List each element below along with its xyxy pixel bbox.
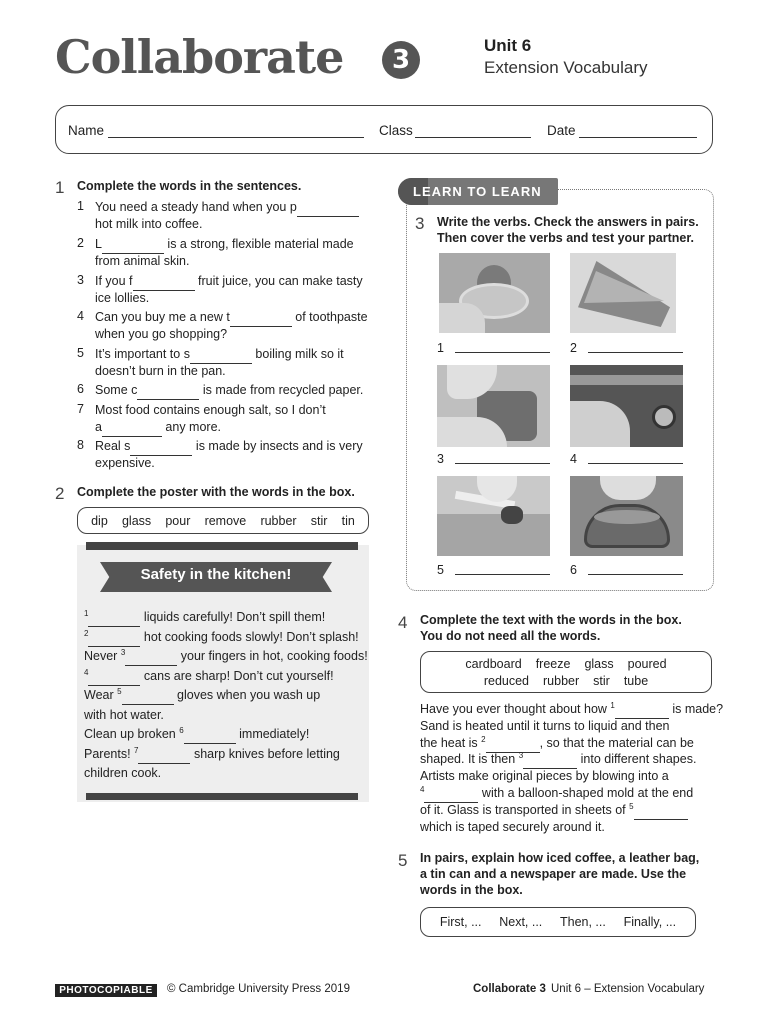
exercise-1-item-number: 7 bbox=[77, 402, 84, 416]
word-box-item: dip bbox=[91, 513, 108, 528]
item-text: Some c bbox=[95, 383, 138, 397]
text-line bbox=[84, 726, 309, 744]
photo-pan bbox=[570, 476, 683, 556]
text-line bbox=[420, 751, 696, 769]
line-text: sharp knives before letting bbox=[190, 746, 340, 761]
line-text: Clean up broken bbox=[84, 727, 180, 741]
text-line bbox=[84, 648, 368, 666]
photo-sandwich bbox=[570, 253, 676, 333]
name-field[interactable] bbox=[108, 137, 364, 138]
item-text: is a strong, flexible material made bbox=[163, 237, 354, 251]
word-box-item: tube bbox=[623, 674, 649, 688]
photo-label: 3 bbox=[437, 452, 444, 466]
gap-number: 6 bbox=[179, 725, 184, 735]
photo-label: 2 bbox=[570, 341, 577, 355]
poster-top-bar bbox=[86, 542, 358, 550]
line-text: gloves when you wash up bbox=[173, 688, 321, 702]
line-text: liquids carefully! Don’t spill them! bbox=[140, 610, 326, 624]
date-field[interactable] bbox=[579, 137, 697, 138]
exercise-1-number: 1 bbox=[55, 178, 65, 197]
line-text: children cook. bbox=[84, 766, 162, 780]
date-label: Date bbox=[547, 123, 576, 138]
photo-pouring-egg bbox=[439, 253, 550, 333]
line-text: , so that the material can be bbox=[539, 735, 694, 750]
unit-title: Unit 6 bbox=[484, 36, 532, 55]
exercise-1-item-number: 6 bbox=[77, 382, 84, 396]
item-text: is made from recycled paper. bbox=[199, 383, 364, 397]
exercise-1-item-number: 2 bbox=[77, 236, 84, 250]
exercise-5-heading-line-3: words in the box. bbox=[420, 883, 523, 897]
line-text: Sand is heated until it turns to liquid and then bbox=[420, 718, 670, 733]
exercise-1-item bbox=[95, 438, 363, 456]
gap-number: 4 bbox=[420, 784, 425, 794]
text-line bbox=[84, 746, 340, 764]
item-text: You need a steady hand when you p bbox=[95, 200, 297, 214]
answer-gap[interactable] bbox=[88, 609, 140, 627]
poster-title: Safety in the kitchen! bbox=[140, 566, 292, 583]
exercise-1-item-number: 8 bbox=[77, 438, 84, 452]
text-line bbox=[420, 701, 723, 719]
exercise-2-heading: Complete the poster with the words in the box. bbox=[77, 485, 355, 499]
line-text: your fingers in hot, cooking foods! bbox=[177, 649, 368, 663]
exercise-1-item bbox=[95, 382, 363, 400]
text-line bbox=[420, 802, 688, 820]
word-box-item: tin bbox=[341, 513, 355, 528]
gap-number: 5 bbox=[629, 801, 634, 811]
word-box-item: glass bbox=[121, 513, 152, 528]
exercise-1-item-continued: expensive. bbox=[95, 456, 155, 470]
word-box-item: stir bbox=[593, 674, 610, 688]
line-text: hot cooking foods slowly! Don’t splash! bbox=[140, 629, 359, 644]
line-text: Artists make original pieces by blowing into a bbox=[420, 769, 669, 784]
photo-label: 6 bbox=[570, 563, 577, 577]
answer-gap[interactable] bbox=[523, 751, 577, 769]
line-text: into different shapes. bbox=[577, 752, 697, 767]
line-text: of it. Glass is transported in sheets of bbox=[420, 802, 630, 817]
class-label: Class bbox=[379, 123, 413, 138]
item-text: Most food contains enough salt, so I don’t bbox=[95, 403, 326, 417]
item-text: a bbox=[95, 420, 102, 434]
line-text: cans are sharp! Don’t cut yourself! bbox=[140, 668, 334, 683]
word-box-item: pour bbox=[165, 513, 191, 528]
answer-line-5[interactable] bbox=[455, 574, 550, 575]
exercise-1-item-number: 5 bbox=[77, 346, 84, 360]
photo-cutting-board bbox=[437, 476, 550, 556]
exercise-3-heading-line-1: Write the verbs. Check the answers in pairs. bbox=[437, 215, 699, 229]
exercise-1-item bbox=[95, 309, 368, 327]
answer-gap[interactable] bbox=[137, 382, 199, 400]
text-line bbox=[84, 687, 320, 705]
line-text: the heat is bbox=[420, 735, 482, 750]
answer-gap[interactable] bbox=[486, 735, 540, 753]
exercise-5-heading-line-1: In pairs, explain how iced coffee, a leather bag, bbox=[420, 851, 700, 865]
line-text: immediately! bbox=[235, 727, 310, 741]
answer-gap[interactable] bbox=[138, 746, 190, 764]
unit-subtitle: Extension Vocabulary bbox=[484, 58, 648, 77]
gap-number: 4 bbox=[84, 667, 89, 677]
photo-label: 4 bbox=[570, 452, 577, 466]
exercise-5-word-box bbox=[420, 907, 696, 937]
photo-label: 1 bbox=[437, 341, 444, 355]
exercise-1-item bbox=[95, 346, 344, 364]
text-line bbox=[84, 629, 359, 647]
text-line bbox=[84, 609, 325, 627]
class-field[interactable] bbox=[415, 137, 531, 138]
word-box-item: glass bbox=[584, 657, 614, 671]
exercise-1-item bbox=[95, 236, 354, 254]
line-text: shaped. It is then bbox=[420, 752, 519, 767]
exercise-4-number: 4 bbox=[398, 613, 408, 632]
line-text: which is taped securely around it. bbox=[420, 819, 605, 834]
text-line bbox=[420, 718, 669, 735]
gap-number: 5 bbox=[117, 686, 122, 696]
exercise-1-item-continued: from animal skin. bbox=[95, 254, 190, 268]
word-box-item: First, ... bbox=[439, 915, 482, 929]
exercise-1-heading: Complete the words in the sentences. bbox=[77, 179, 302, 193]
line-text: is made? bbox=[668, 702, 724, 716]
level-badge: 3 bbox=[382, 41, 420, 79]
answer-gap[interactable] bbox=[424, 785, 478, 803]
photo-oven bbox=[570, 365, 683, 447]
answer-gap[interactable] bbox=[230, 309, 292, 327]
text-line bbox=[84, 707, 164, 724]
word-box-item: freeze bbox=[535, 657, 571, 671]
word-box-item: stir bbox=[310, 513, 328, 528]
line-text: Wear bbox=[84, 688, 118, 702]
exercise-1-item bbox=[95, 402, 326, 419]
text-line bbox=[420, 819, 605, 836]
item-text: boiling milk so it bbox=[251, 347, 344, 361]
exercise-1-item-continued: ice lollies. bbox=[95, 291, 150, 305]
item-text: any more. bbox=[161, 420, 222, 434]
gap-number: 2 bbox=[481, 734, 486, 744]
item-text: fruit juice, you can make tasty bbox=[194, 274, 363, 288]
learn-to-learn-label: LEARN TO LEARN bbox=[413, 184, 542, 199]
answer-line-2[interactable] bbox=[588, 352, 683, 353]
photocopiable-badge: PHOTOCOPIABLE bbox=[55, 984, 157, 997]
exercise-1-item-continued: when you go shopping? bbox=[95, 327, 228, 341]
text-line bbox=[84, 765, 161, 782]
word-box-item: rubber bbox=[260, 513, 297, 528]
answer-gap[interactable] bbox=[102, 419, 162, 437]
poster-bottom-bar bbox=[86, 793, 358, 800]
word-box-item: Finally, ... bbox=[623, 915, 677, 929]
gap-number: 3 bbox=[518, 751, 524, 761]
exercise-3-number: 3 bbox=[415, 214, 425, 233]
answer-gap[interactable] bbox=[102, 236, 164, 254]
answer-gap[interactable] bbox=[88, 668, 140, 686]
name-label: Name bbox=[68, 123, 105, 138]
item-text: It’s important to s bbox=[95, 347, 190, 361]
word-box-item: Then, ... bbox=[560, 915, 606, 929]
footer-unit: Unit 6 – Extension Vocabulary bbox=[551, 983, 705, 995]
item-text: of toothpaste bbox=[291, 310, 368, 324]
photo-label: 5 bbox=[437, 563, 444, 577]
answer-gap[interactable] bbox=[133, 273, 195, 291]
exercise-3-heading-line-2: Then cover the verbs and test your partner. bbox=[437, 231, 695, 245]
exercise-1-item-continued: doesn’t burn in the pan. bbox=[95, 364, 226, 378]
footer-book-title: Collaborate 3 bbox=[473, 983, 546, 995]
exercise-1-item bbox=[95, 199, 359, 217]
answer-line-1[interactable] bbox=[455, 352, 550, 353]
word-box-item: Next, ... bbox=[499, 915, 543, 929]
gap-number: 7 bbox=[134, 745, 139, 755]
line-text: Have you ever thought about how bbox=[420, 702, 611, 716]
word-box-item: poured bbox=[627, 657, 667, 671]
photo-opening-can bbox=[437, 365, 550, 447]
answer-gap[interactable] bbox=[184, 726, 236, 744]
text-line bbox=[420, 768, 669, 785]
answer-gap[interactable] bbox=[297, 199, 359, 217]
answer-gap[interactable] bbox=[130, 438, 192, 456]
exercise-2-word-box bbox=[77, 507, 369, 534]
collaborate-logo: Collaborate bbox=[55, 30, 344, 84]
exercise-2-number: 2 bbox=[55, 484, 65, 503]
copyright: © Cambridge University Press 2019 bbox=[167, 983, 350, 995]
exercise-4-words-row-2 bbox=[420, 674, 712, 688]
exercise-1-item-number: 1 bbox=[77, 199, 84, 213]
text-line bbox=[420, 785, 693, 803]
gap-number: 3 bbox=[120, 647, 126, 657]
answer-gap[interactable] bbox=[615, 701, 669, 719]
item-text: L bbox=[95, 237, 102, 251]
answer-gap[interactable] bbox=[190, 346, 252, 364]
exercise-1-item-continued bbox=[95, 419, 221, 437]
line-text: Parents! bbox=[84, 746, 135, 761]
text-line bbox=[420, 735, 694, 753]
answer-gap[interactable] bbox=[122, 687, 174, 705]
answer-line-4[interactable] bbox=[588, 463, 683, 464]
gap-number: 1 bbox=[84, 608, 89, 618]
exercise-4-heading-line-1: Complete the text with the words in the box. bbox=[420, 613, 682, 627]
word-box-item: rubber bbox=[543, 674, 580, 688]
line-text: Never bbox=[84, 649, 121, 663]
exercise-5-number: 5 bbox=[398, 851, 408, 870]
text-line bbox=[84, 668, 334, 686]
item-text: Real s bbox=[95, 439, 131, 453]
exercise-1-item-number: 3 bbox=[77, 273, 84, 287]
line-text: with a balloon-shaped mold at the end bbox=[478, 786, 694, 800]
item-text: Can you buy me a new t bbox=[95, 310, 230, 324]
gap-number: 2 bbox=[84, 628, 89, 638]
exercise-5-heading-line-2: a tin can and a newspaper are made. Use the bbox=[420, 867, 687, 881]
word-box-item: cardboard bbox=[465, 657, 522, 671]
item-text: is made by insects and is very bbox=[192, 439, 363, 453]
exercise-4-heading-line-2: You do not need all the words. bbox=[420, 629, 601, 643]
gap-number: 1 bbox=[610, 700, 615, 710]
exercise-4-words-row-1 bbox=[420, 657, 712, 671]
answer-gap[interactable] bbox=[125, 648, 177, 666]
answer-line-3[interactable] bbox=[455, 463, 550, 464]
answer-line-6[interactable] bbox=[588, 574, 683, 575]
answer-gap[interactable] bbox=[88, 629, 140, 647]
item-text: If you f bbox=[95, 274, 133, 288]
exercise-1-item-continued: hot milk into coffee. bbox=[95, 217, 203, 231]
line-text: with hot water. bbox=[84, 707, 164, 722]
word-box-item: remove bbox=[204, 513, 247, 528]
answer-gap[interactable] bbox=[634, 802, 688, 820]
word-box-item: reduced bbox=[483, 674, 530, 688]
exercise-1-item-number: 4 bbox=[77, 309, 84, 323]
exercise-1-item bbox=[95, 273, 363, 291]
